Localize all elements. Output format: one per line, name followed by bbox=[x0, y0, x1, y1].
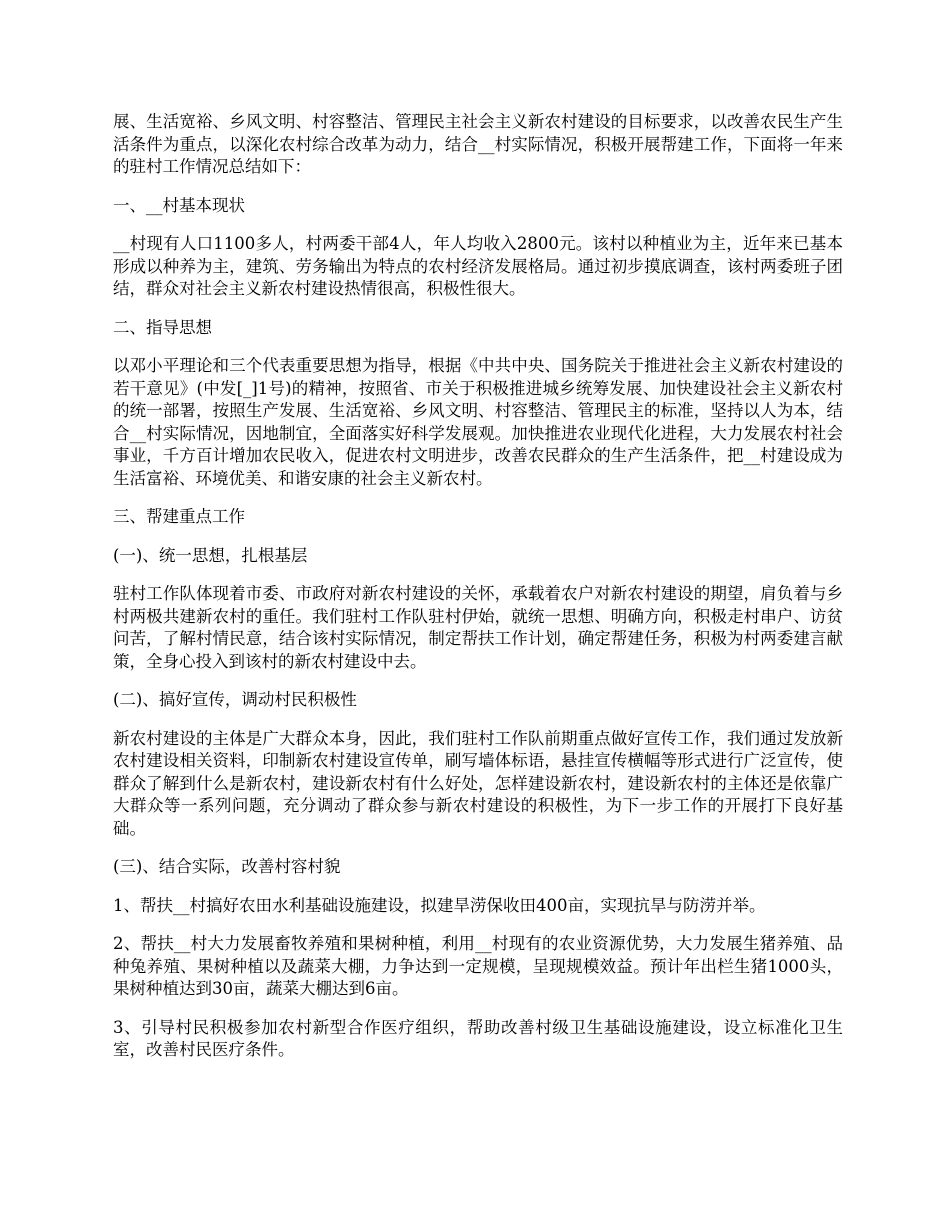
list-item-1: 1、帮扶__村搞好农田水利基础设施建设，拟建旱涝保收田400亩，实现抗旱与防涝并举。 bbox=[113, 895, 766, 915]
section-heading-1: 一、__村基本现状 bbox=[113, 195, 245, 215]
guiding-ideology-paragraph: 以邓小平理论和三个代表重要思想为指导，根据《中共中央、国务院关于推进社会主义新农村建设的若干意见》(中发[_]1号)的精神，按照省、市关于积极推进城乡统筹发展、加快建设社会主义新农村的统一部署，按照生产发展、生活宽裕、乡风文明、村容整洁、管理民主的标准，坚持以人为本，结合__村实际情况，因地制宜，全面落实好科学发展观。加快推进农业现代化进程，大力发展农村社会事业，千方百计增加农民收入，促进农村文明进步，改善农民群众的生产生活条件，把__村建设成为生活富裕、环境优美、和谐安康的社会主义新农村。 bbox=[113, 356, 843, 488]
list-item-3: 3、引导村民积极参加农村新型合作医疗组织，帮助改善村级卫生基础设施建设，设立标准化卫生室，改善村民医疗条件。 bbox=[113, 1017, 843, 1059]
subheading-2: (二)、搞好宣传，调动村民积极性 bbox=[113, 690, 357, 709]
section-heading-3: 三、帮建重点工作 bbox=[113, 507, 245, 526]
village-status-paragraph: __村现有人口1100多人，村两委干部4人，年人均收入2800元。该村以种植业为主，近年来已基本形成以种养为主，建筑、劳务输出为特点的农村经济发展格局。通过初步摸底调查，该村两委班子团结，群众对社会主义新农村建设热情很高，积极性很大。 bbox=[113, 234, 843, 298]
publicity-paragraph: 新农村建设的主体是广大群众本身，因此，我们驻村工作队前期重点做好宣传工作，我们通过发放新农村建设相关资料，印制新农村建设宣传单，刷写墙体标语，悬挂宣传横幅等形式进行广泛宣传，使群众了解到什么是新农村，建设新农村有什么好处，怎样建设新农村，建设新农村的主体还是依靠广大群众等一系列问题，充分调动了群众参与新农村建设的积极性，为下一步工作的开展打下良好基础。 bbox=[113, 728, 843, 838]
intro-paragraph: 展、生活宽裕、乡风文明、村容整洁、管理民主社会主义新农村建设的目标要求，以改善农民生产生活条件为重点，以深化农村综合改革为动力，结合__村实际情况，积极开展帮建工作，下面将一年来的驻村工作情况总结如下： bbox=[113, 112, 843, 176]
unify-thinking-paragraph: 驻村工作队体现着市委、市政府对新农村建设的关怀，承载着农户对新农村建设的期望，肩负着与乡村两极共建新农村的重任。我们驻村工作队驻村伊始，就统一思想、明确方向，积极走村串户、访贫问苦，了解村情民意，结合该村实际情况，制定帮扶工作计划，确定帮建任务，积极为村两委建言献策，全身心投入到该村的新农村建设中去。 bbox=[113, 584, 843, 671]
section-heading-2: 二、指导思想 bbox=[113, 317, 212, 337]
list-item-2: 2、帮扶__村大力发展畜牧养殖和果树种植，利用__村现有的农业资源优势，大力发展生猪养殖、品种兔养殖、果树种植以及蔬菜大棚，力争达到一定规模，呈现规模效益。预计年出栏生猪1000头，果树种植达到30亩，蔬菜大棚达到6亩。 bbox=[113, 934, 843, 998]
document-page bbox=[113, 111, 843, 1078]
subheading-3: (三)、结合实际，改善村容村貌 bbox=[113, 857, 341, 876]
subheading-1: (一)、统一思想，扎根基层 bbox=[113, 545, 308, 565]
